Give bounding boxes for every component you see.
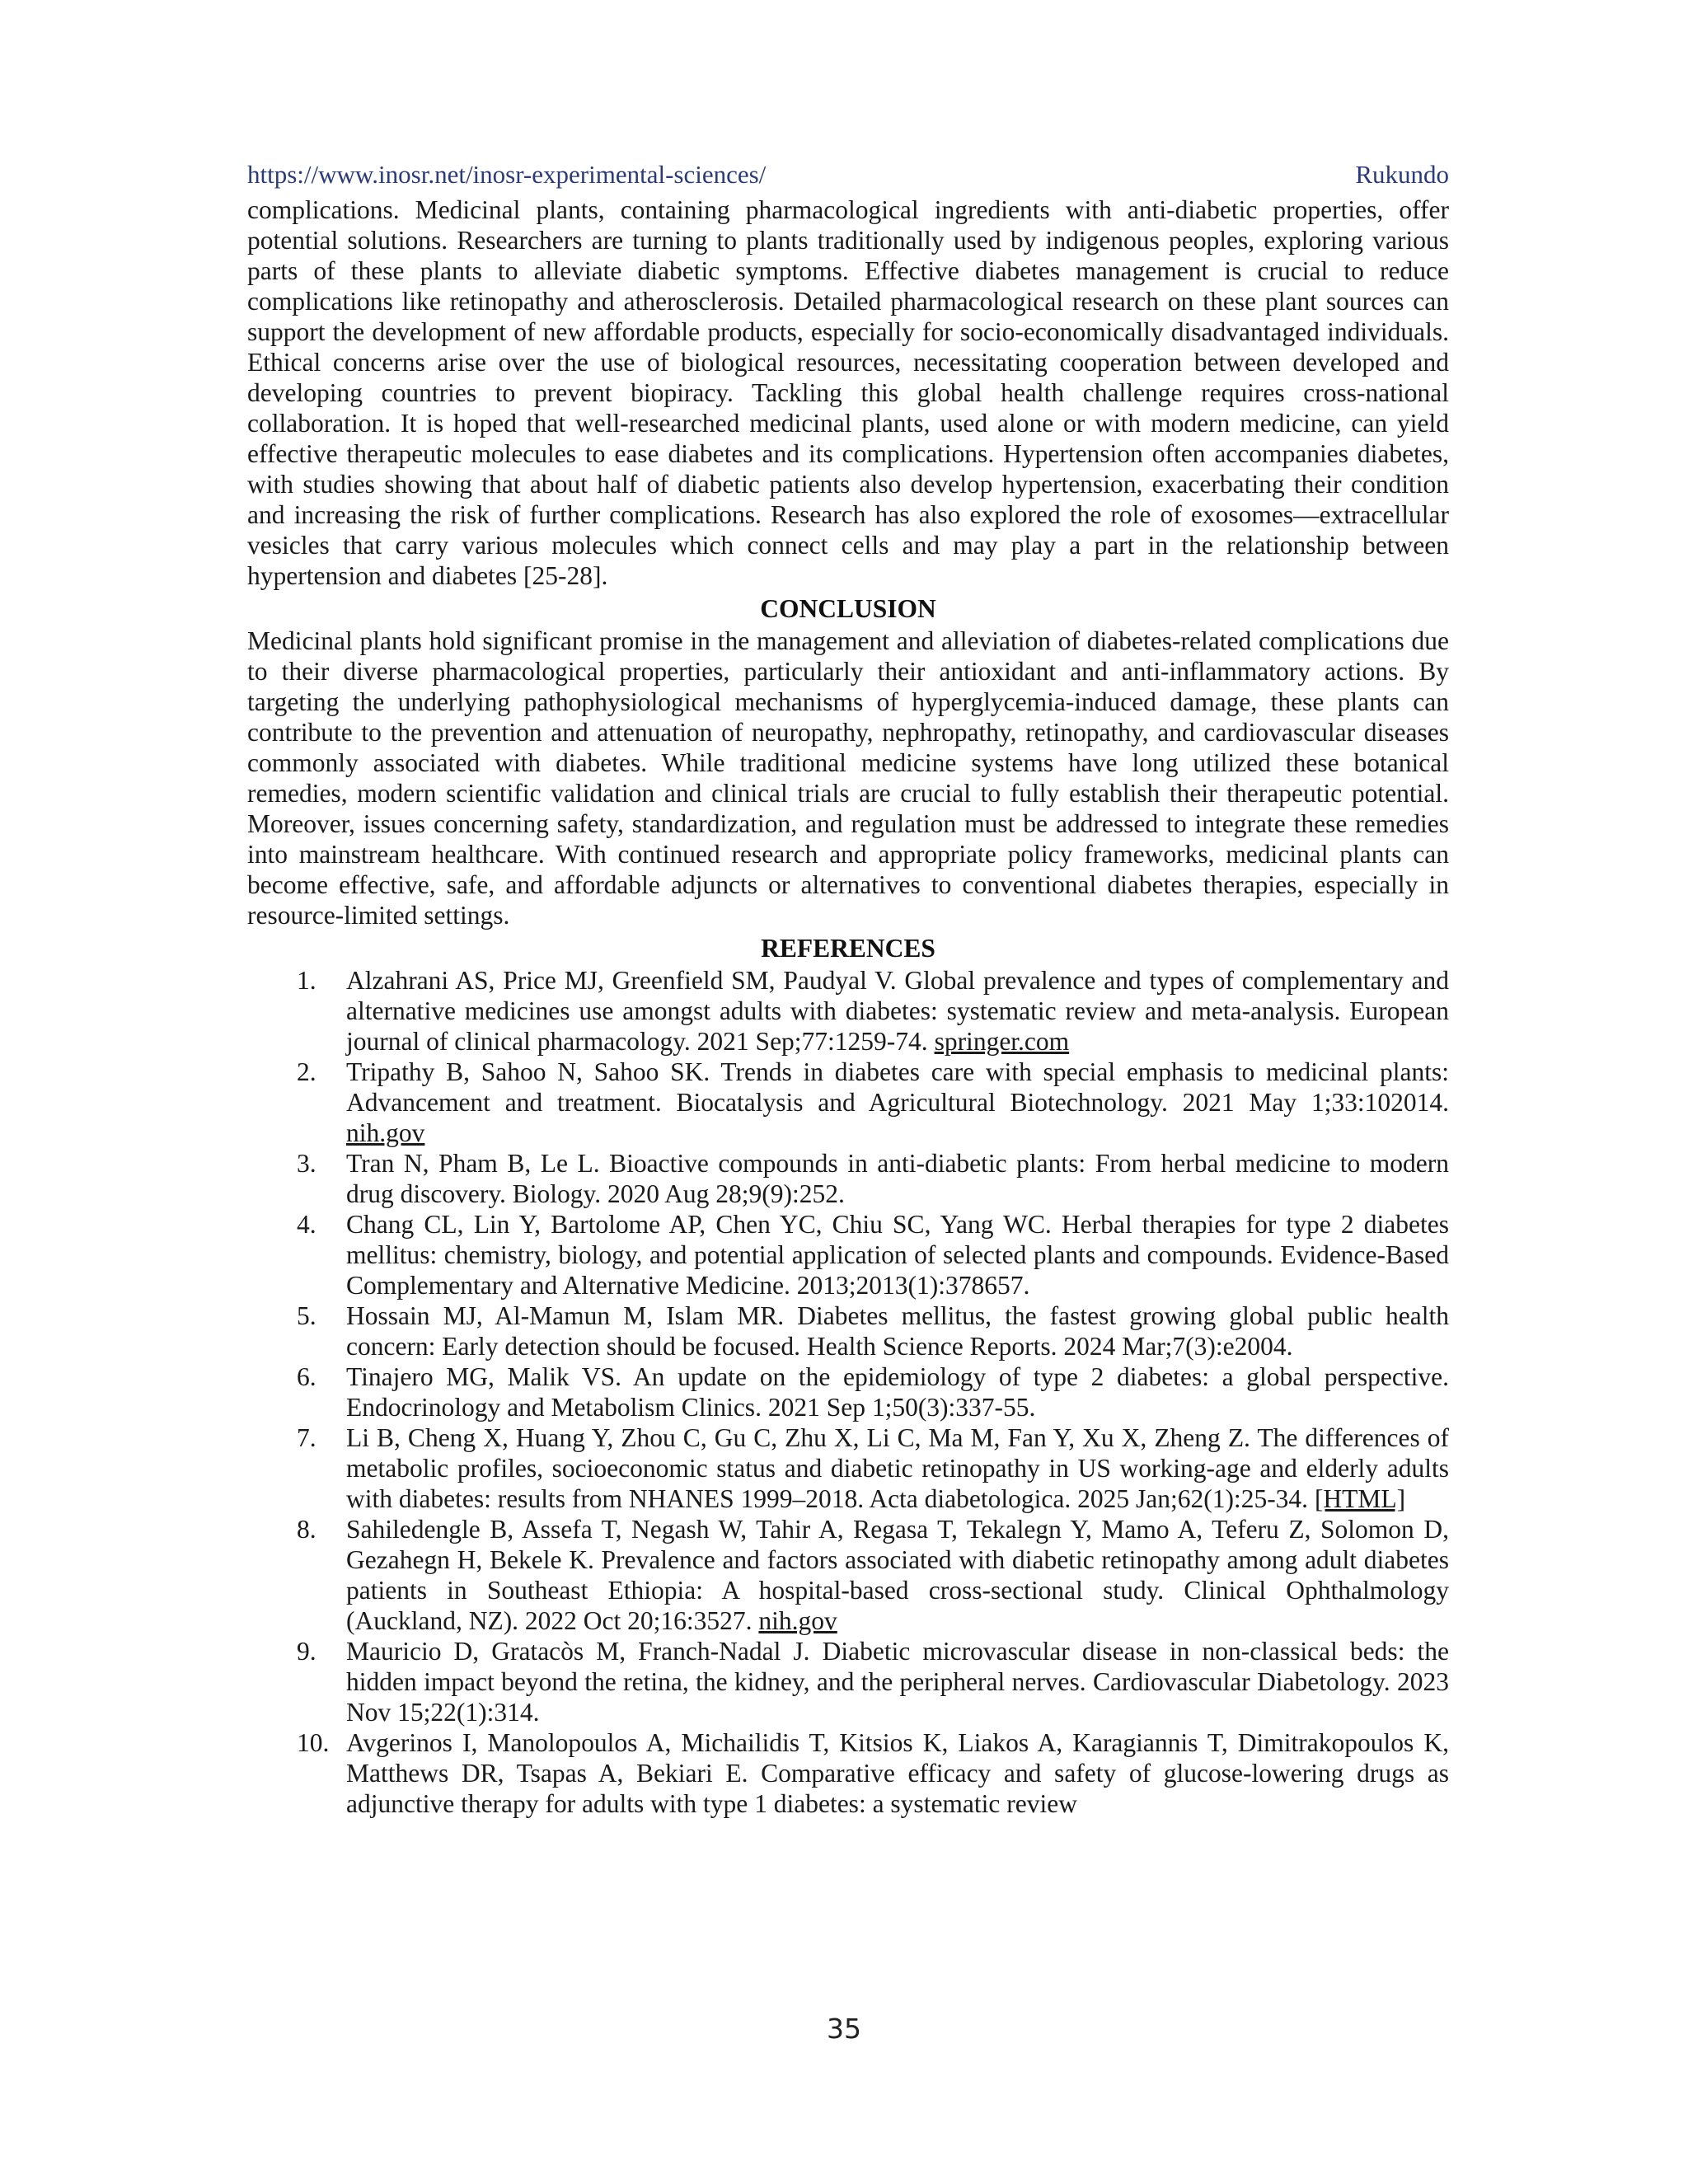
reference-item <box>247 1727 1449 1819</box>
reference-text: Chang CL, Lin Y, Bartolome AP, Chen YC, Chiu SC, Yang WC. Herbal therapies for type 2 diabetes mellitus: chemistry, biology, and potential application of selected plants and compounds. Evidence-Based Complementary and Alternative Medicine. 2013;2013(1):378657. <box>346 1210 1449 1300</box>
reference-number: 7. <box>297 1423 316 1452</box>
reference-number: 3. <box>297 1149 316 1178</box>
reference-number: 6. <box>297 1362 316 1391</box>
reference-number: 4. <box>297 1210 316 1239</box>
reference-item <box>247 965 1449 1057</box>
reference-text: Mauricio D, Gratacòs M, Franch-Nadal J. Diabetic microvascular disease in non-classical beds: the hidden impact beyond the retina, the kidney, and the peripheral nerves. Cardiovascular Diabetology. 2023 Nov 15;22(1):314. <box>346 1637 1449 1727</box>
reference-text: Tran N, Pham B, Le L. Bioactive compounds in anti-diabetic plants: From herbal medicine to modern drug discovery. Biology. 2020 Aug 28;9(9):252. <box>346 1149 1449 1208</box>
reference-text: Avgerinos I, Manolopoulos A, Michailidis T, Kitsios K, Liakos A, Karagiannis T, Dimitrakopoulos K, Matthews DR, Tsapas A, Bekiari E. Comparative efficacy and safety of glucose-lowering drugs as adjunctive therapy for adults with type 1 diabetes: a systematic review <box>346 1728 1449 1818</box>
reference-link[interactable]: springer.com <box>934 1027 1070 1056</box>
reference-link[interactable]: nih.gov <box>758 1606 837 1635</box>
reference-item <box>247 1422 1449 1514</box>
reference-item <box>247 1361 1449 1422</box>
reference-list <box>247 965 1449 1819</box>
reference-item <box>247 1514 1449 1636</box>
reference-item <box>247 1148 1449 1209</box>
reference-text: Li B, Cheng X, Huang Y, Zhou C, Gu C, Zhu X, Li C, Ma M, Fan Y, Xu X, Zheng Z. The differences of metabolic profiles, socioeconomic status and diabetic retinopathy in US working-age and elderly adults with diabetes: results from NHANES 1999–2018. Acta diabetologica. 2025 Jan;62(1):25-34. <box>346 1423 1449 1513</box>
reference-number: 5. <box>297 1301 316 1330</box>
page-number: 35 <box>827 2013 861 2045</box>
reference-item <box>247 1636 1449 1727</box>
reference-link[interactable]: nih.gov <box>346 1118 425 1147</box>
reference-text: Tripathy B, Sahoo N, Sahoo SK. Trends in diabetes care with special emphasis to medicinal plants: Advancement and treatment. Biocatalysis and Agricultural Biotechnology. 2021 May 1;33:102014. <box>346 1057 1449 1117</box>
conclusion-paragraph: Medicinal plants hold significant promise in the management and alleviation of diabetes-related complications due to their diverse pharmacological properties, particularly their antioxidant and anti-inflammatory actions. By targeting the underlying pathophysiological mechanisms of hyperglycemia-induced damage, these plants can contribute to the prevention and attenuation of neuropathy, nephropathy, retinopathy, and cardiovascular diseases commonly associated with diabetes. While traditional medicine systems have long utilized these botanical remedies, modern scientific validation and clinical trials are crucial to fully establish their therapeutic potential. Moreover, issues concerning safety, standardization, and regulation must be addressed to integrate these remedies into mainstream healthcare. With continued research and appropriate policy frameworks, medicinal plants can become effective, safe, and affordable adjuncts or alternatives to conventional diabetes therapies, especially in resource-limited settings. <box>247 626 1449 930</box>
references-heading: REFERENCES <box>761 934 935 963</box>
running-author: Rukundo <box>1355 160 1449 189</box>
reference-number: 2. <box>297 1057 316 1086</box>
reference-number: 1. <box>297 966 316 995</box>
reference-text: Hossain MJ, Al-Mamun M, Islam MR. Diabetes mellitus, the fastest growing global public health concern: Early detection should be focused. Health Science Reports. 2024 Mar;7(3):e2004. <box>346 1301 1449 1361</box>
journal-url[interactable]: https://www.inosr.net/inosr-experimental-sciences/ <box>247 160 767 189</box>
reference-number: 8. <box>297 1515 316 1544</box>
reference-item <box>247 1301 1449 1361</box>
body-paragraph: complications. Medicinal plants, containing pharmacological ingredients with anti-diabetic properties, offer potential solutions. Researchers are turning to plants traditionally used by indigenous peoples, exploring various parts of these plants to alleviate diabetic symptoms. Effective diabetes management is crucial to reduce complications like retinopathy and atherosclerosis. Detailed pharmacological research on these plant sources can support the development of new affordable products, especially for socio-economically disadvantaged individuals. Ethical concerns arise over the use of biological resources, necessitating cooperation between developed and developing countries to prevent biopiracy. Tackling this global health challenge requires cross-national collaboration. It is hoped that well-researched medicinal plants, used alone or with modern medicine, can yield effective therapeutic molecules to ease diabetes and its complications. Hypertension often accompanies diabetes, with studies showing that about half of diabetic patients also develop hypertension, exacerbating their condition and increasing the risk of further complications. Research has also explored the role of exosomes—extracellular vesicles that carry various molecules which connect cells and may play a part in the relationship between hypertension and diabetes [25-28]. <box>247 195 1449 590</box>
conclusion-heading: CONCLUSION <box>760 594 936 623</box>
reference-text: Alzahrani AS, Price MJ, Greenfield SM, Paudyal V. Global prevalence and types of complementary and alternative medicines use amongst adults with diabetes: systematic review and meta-analysis. European journal of clinical pharmacology. 2021 Sep;77:1259-74. <box>346 966 1449 1056</box>
reference-text: Sahiledengle B, Assefa T, Negash W, Tahir A, Regasa T, Tekalegn Y, Mamo A, Teferu Z, Solomon D, Gezahegn H, Bekele K. Prevalence and factors associated with diabetic retinopathy among adult diabetes patients in Southeast Ethiopia: A hospital-based cross-sectional study. Clinical Ophthalmology (Auckland, NZ). 2022 Oct 20;16:3527. <box>346 1515 1449 1635</box>
reference-text: Tinajero MG, Malik VS. An update on the epidemiology of type 2 diabetes: a global perspective. Endocrinology and Metabolism Clinics. 2021 Sep 1;50(3):337-55. <box>346 1362 1449 1422</box>
reference-link[interactable]: [HTML] <box>1314 1484 1406 1513</box>
reference-item <box>247 1209 1449 1301</box>
page-content <box>247 194 1449 1819</box>
reference-item <box>247 1057 1449 1148</box>
reference-number: 10. <box>297 1728 330 1757</box>
reference-number: 9. <box>297 1637 316 1666</box>
